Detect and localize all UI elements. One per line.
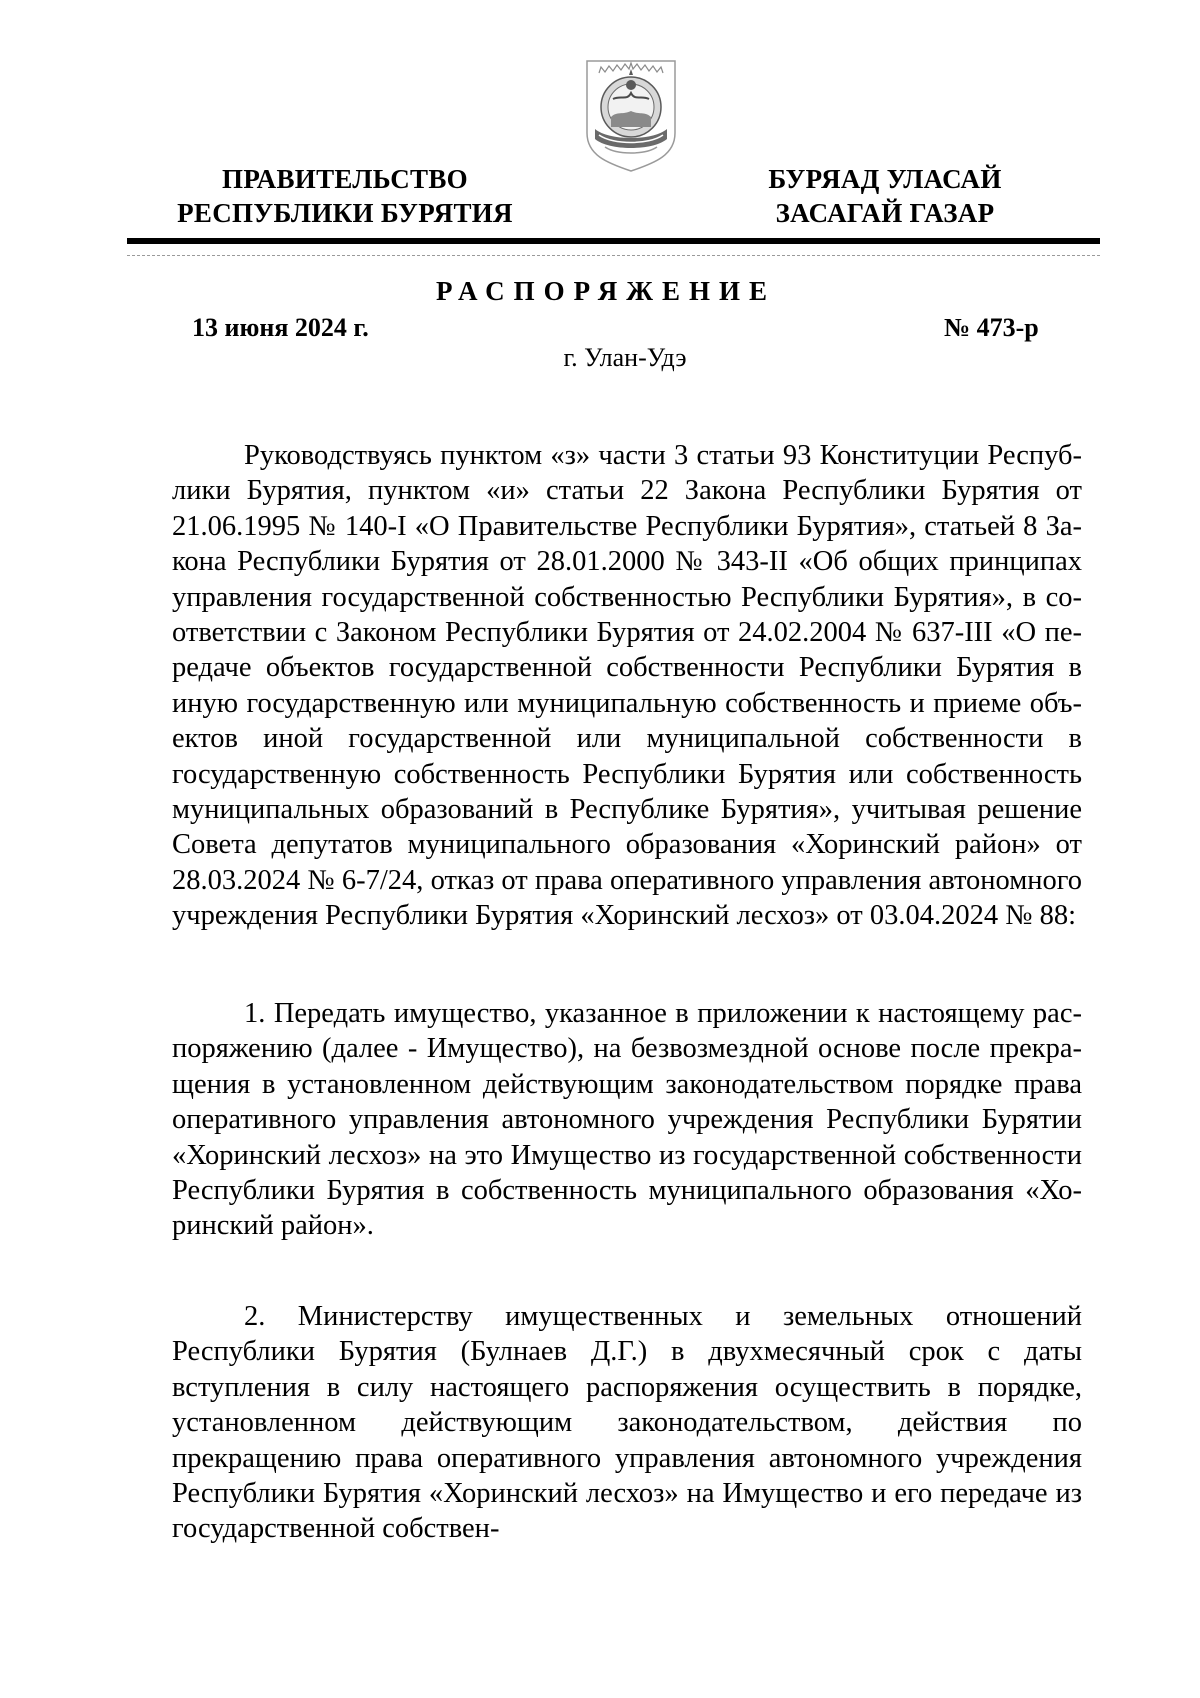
document-type-title: РАСПОРЯЖЕНИЕ [435,276,777,306]
government-name-bua-line2: ЗАСАГАЙ ГАЗАР [775,198,995,228]
header-divider-thin [127,255,1100,256]
preamble-paragraph: Руководствуясь пунктом «з» части 3 статьи 93 Конституции Республики Бурятия, пунктом «и» статьи 22 Закона Республики Бурятия от 21.06.1995 № 140-I «О Правительстве Республики Бурятия», статьей 8 Закона Республики Бурятия от 28.01.2000 № 343-II «Об общих принципах управления государственной собственностью Республики Бурятия», в соответствии с Законом Республики Бурятия от 24.02.2004 № 637-III «О передаче объектов государственной собственности Республики Бурятия в иную государственную или муниципальную собственность и приеме объектов иной государственной или муниципальной собственности в государственную собственность Республики Бурятия или собственность муниципальных образований в Республике Бурятия», учитывая решение Совета депутатов муниципального образования «Хоринский район» от 28.03.2024 № 6-7/24, отказ от права оперативного управления автономного учреждения Республики Бурятия «Хоринский лесхоз» от 03.04.2024 № 88: [172,440,1082,932]
government-name-bua-line1: БУРЯАД УЛАСАЙ [768,164,1002,194]
government-name-ru-line2: РЕСПУБЛИКИ БУРЯТИЯ [177,198,513,228]
document-city: г. Улан-Удэ [563,343,687,372]
document-date: 13 июня 2024 г. [192,313,369,342]
document-number: № 473-р [944,313,1039,342]
clause-2-paragraph: 2. Министерству имущественных и земельных отношений Республики Бурятия (Булнаев Д.Г.) в двухмесячный срок с даты вступления в силу настоящего распоряжения осуществить в порядке, установленном действующим законодательством, действия по прекращению права оперативного управления автономного учреждения Республики Бурятия «Хоринский лесхоз» на Имущество и его передаче из государственной собствен- [172,1301,1082,1545]
buryatia-coat-of-arms-icon [583,55,679,175]
government-name-russian [160,162,530,230]
header-divider-thick [127,238,1100,244]
clause-1-paragraph: 1. Передать имущество, указанное в приложении к настоящему распоряжению (далее - Имущество), на безвозмездной основе после прекращения в установленном действующим законодательством порядке права оперативного управления автономного учреждения Республики Бурятии «Хоринский лесхоз» на это Имущество из государственной собственности Республики Бурятия в собственность муниципального образования «Хоринский район». [172,998,1082,1242]
government-name-ru-line1: ПРАВИТЕЛЬСТВО [222,164,468,194]
government-name-buryat [735,162,1035,230]
